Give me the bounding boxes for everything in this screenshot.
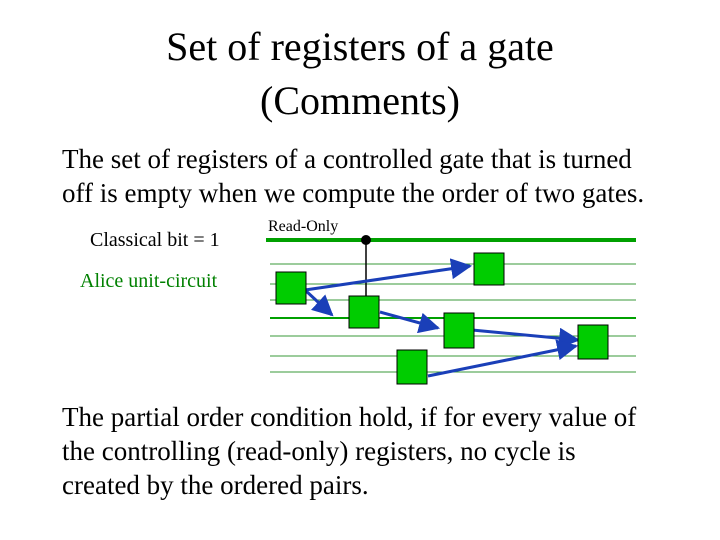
conclusion-line-3: created by the ordered pairs. <box>62 470 369 500</box>
classical-bit-label: Classical bit = 1 <box>90 229 220 251</box>
gate-box <box>444 313 474 348</box>
conclusion-paragraph <box>62 400 702 502</box>
order-arrow <box>305 266 470 290</box>
control-dot <box>361 235 371 245</box>
gate-box <box>578 325 608 359</box>
read-only-label: Read-Only <box>268 218 339 235</box>
slide-title-line-1: Set of registers of a gate <box>166 24 554 69</box>
order-arrow <box>472 330 578 340</box>
conclusion-line-2: the controlling (read-only) registers, no cycle is <box>62 436 576 466</box>
gate-box <box>349 296 379 328</box>
order-arrow <box>380 312 438 328</box>
conclusion-line-1: The partial order condition hold, if for every value of <box>62 402 637 432</box>
gate-box <box>276 272 306 304</box>
slide-title-line-2: (Comments) <box>260 78 460 123</box>
gate-box <box>397 350 427 384</box>
gate-box <box>474 253 504 285</box>
order-arrow <box>305 290 332 315</box>
intro-line-2: off is empty when we compute the order of two gates. <box>62 178 645 208</box>
intro-line-1: The set of registers of a controlled gate that is turned <box>62 144 632 174</box>
alice-unit-circuit-label: Alice unit-circuit <box>80 270 218 292</box>
